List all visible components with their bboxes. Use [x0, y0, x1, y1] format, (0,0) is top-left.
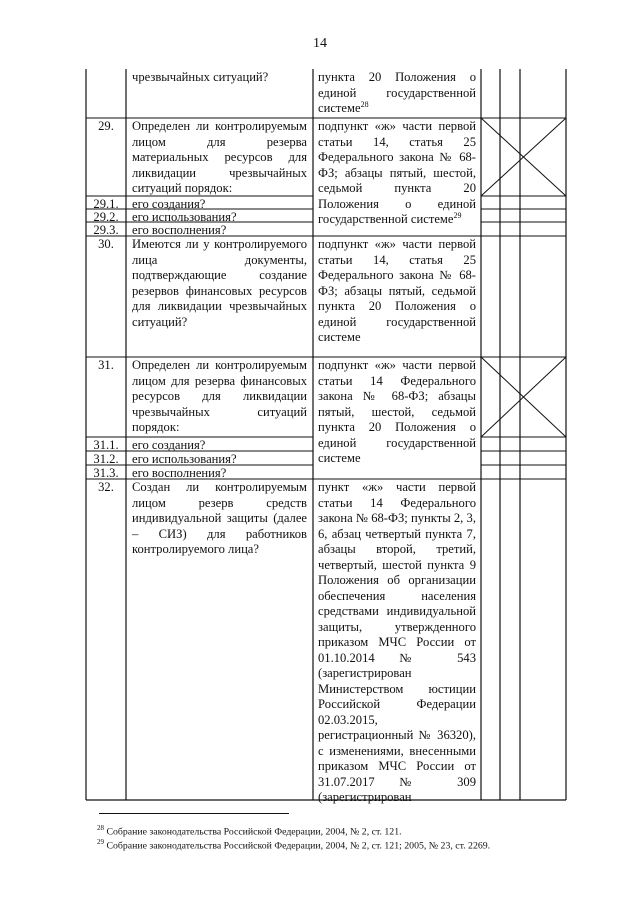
footnote-mark: 29: [97, 838, 104, 846]
legal-basis-cell-text: подпункт «ж» части первой статьи 14 Федерального закона № 68-ФЗ; абзацы пятый, шестой, седьмой пункта 20 Положения о единой государственной системе: [318, 358, 476, 465]
row-number: [88, 480, 124, 496]
footnote-29: [97, 836, 490, 852]
legal-basis-cell-text: подпункт «ж» части первой статьи 14, статья 25 Федерального закона № 68-ФЗ; абзацы пятый, седьмой пункта 20 Положения о единой государственной системе: [318, 237, 476, 344]
legal-basis-cell-text: пункта 20 Положения о единой государственной системе: [318, 70, 476, 115]
legal-basis-cell: [318, 358, 476, 467]
footnote-ref: 28: [360, 99, 369, 109]
question-cell: [132, 70, 307, 86]
question-cell-text: Определен ли контролируемым лицом для резерва финансовых ресурсов для ликвидации чрезвычайных ситуаций порядок:: [132, 358, 307, 434]
question-cell-text: его использования?: [132, 452, 237, 466]
legal-basis-cell: [318, 119, 476, 228]
row-number-text: 31.: [98, 358, 114, 372]
footnote-text: Собрание законодательства Российской Федерации, 2004, № 2, ст. 121; 2005, № 23, ст. 2269.: [106, 840, 491, 852]
question-cell-text: Имеются ли у контролируемого лица документы, подтверждающие создание резервов финансовых ресурсов для ликвидации чрезвычайных ситуаций?: [132, 237, 307, 329]
footnote-mark: 28: [97, 824, 104, 832]
question-cell: [132, 480, 307, 558]
legal-basis-cell: [318, 70, 476, 117]
row-number-text: 29.: [98, 119, 114, 133]
page-number: 14: [313, 36, 327, 51]
row-number-text: 32.: [98, 480, 114, 494]
legal-basis-cell: [318, 237, 476, 346]
row-number: [88, 237, 124, 253]
row-number: [88, 358, 124, 374]
footnote-text: Собрание законодательства Российской Федерации, 2004, № 2, ст. 121.: [106, 826, 402, 838]
row-number-text: 30.: [98, 237, 114, 251]
row-number-text: 29.2.: [93, 210, 119, 224]
question-cell: [132, 119, 307, 197]
row-number-text: 31.1.: [93, 438, 119, 452]
question-cell-text: его создания?: [132, 197, 206, 211]
legal-basis-cell-text: подпункт «ж» части первой статьи 14, статья 25 Федерального закона № 68-ФЗ; абзацы пятый, шестой, седьмой пункта 20 Положения о единой государственной системе: [318, 119, 476, 226]
question-cell-text: его восполнения?: [132, 466, 227, 480]
row-number-text: 29.3.: [93, 223, 119, 237]
question-cell-text: его восполнения?: [132, 223, 227, 237]
question-cell-text: его создания?: [132, 438, 206, 452]
question-cell: [132, 358, 307, 436]
row-number-text: 31.3.: [93, 466, 119, 480]
row-number-text: 31.2.: [93, 452, 119, 466]
row-number-text: 29.1.: [93, 197, 119, 211]
question-cell-text: Определен ли контролируемым лицом для резерва материальных ресурсов для ликвидации чрезвычайных ситуаций порядок:: [132, 119, 307, 195]
footnote-separator: [99, 813, 289, 814]
legal-basis-cell: [318, 480, 476, 806]
question-cell-text: Создан ли контролируемым лицом резерв средств индивидуальной защиты (далее – СИЗ) для работников контролируемого лица?: [132, 480, 307, 556]
row-number: [88, 119, 124, 135]
question-cell-text: чрезвычайных ситуаций?: [132, 70, 269, 84]
footnote-ref: 29: [453, 210, 462, 220]
legal-basis-cell-text: пункт «ж» части первой статьи 14 Федерального закона № 68-ФЗ; пункты 2, 3, 6, абзац четвертый пункта 7, абзацы второй, третий, четвертый, шестой пункта 9 Положения об организации обеспечения населения средствами индивидуальной защиты, утвержденного приказом МЧС России от 01.10.2014 № 543 (зарегистрирован Министерством юстиции Российской Федерации 02.03.2015, регистрационный № 36320), с изменениями, внесенными приказом МЧС России от 31.07.2017 № 309 (зарегистрирован: [318, 480, 476, 804]
question-cell-text: его использования?: [132, 210, 237, 224]
question-cell: [132, 237, 307, 330]
